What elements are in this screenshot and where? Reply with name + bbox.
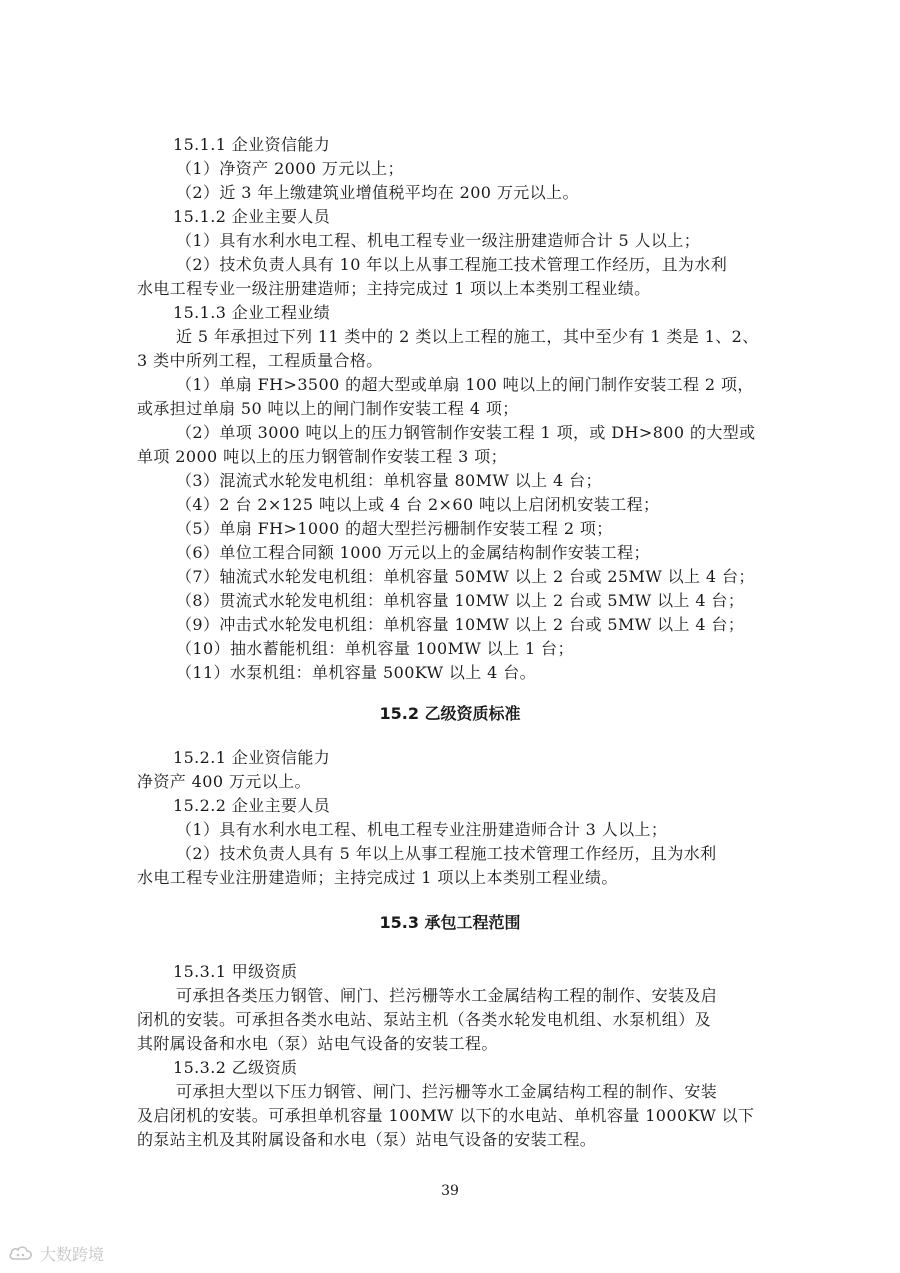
subsection-heading-15-1-3: 15.1.3 企业工程业绩 <box>173 303 331 322</box>
text-line: 闭机的安装。可承担各类水电站、泵站主机（各类水轮发电机组、水泵机组）及 <box>137 1010 712 1029</box>
watermark <box>8 1241 104 1265</box>
subsection-heading-15-1-2: 15.1.2 企业主要人员 <box>173 207 331 226</box>
section-heading-15-2: 15.2 乙级资质标准 <box>379 704 521 723</box>
subsection-heading-15-3-1: 15.3.1 甲级资质 <box>173 962 298 981</box>
text-line: （5）单扇 FH>1000 的超大型拦污栅制作安装工程 2 项； <box>176 519 613 538</box>
text-line: 可承担各类压力钢管、闸门、拦污栅等水工金属结构工程的制作、安装及启 <box>176 986 718 1005</box>
text-line: 3 类中所列工程，工程质量合格。 <box>137 351 383 370</box>
text-line: 单项 2000 吨以上的压力钢管制作安装工程 3 项； <box>137 447 508 466</box>
text-line: （3）混流式水轮发电机组：单机容量 80MW 以上 4 台； <box>176 471 602 490</box>
text-line: 及启闭机的安装。可承担单机容量 100MW 以下的水电站、单机容量 1000KW 以下 <box>137 1106 755 1125</box>
text-line: （2）技术负责人具有 10 年以上从事工程施工技术管理工作经历，且为水利 <box>176 255 728 274</box>
subsection-heading-15-2-2: 15.2.2 企业主要人员 <box>173 796 331 815</box>
text-line: （8）贯流式水轮发电机组：单机容量 10MW 以上 2 台或 5MW 以上 4 台； <box>176 591 745 610</box>
text-line: 水电工程专业注册建造师；主持完成过 1 项以上本类别工程业绩。 <box>137 868 618 887</box>
text-line: （11）水泵机组：单机容量 500KW 以上 4 台。 <box>176 663 537 682</box>
text-line: 的泵站主机及其附属设备和水电（泵）站电气设备的安装工程。 <box>137 1130 597 1149</box>
text-line: （4）2 台 2×125 吨以上或 4 台 2×60 吨以上启闭机安装工程； <box>176 495 660 514</box>
text-line: （1）具有水利水电工程、机电工程专业注册建造师合计 3 人以上； <box>176 820 668 839</box>
section-heading-15-3: 15.3 承包工程范围 <box>379 913 521 932</box>
text-line: （1）单扇 FH>3500 的超大型或单扇 100 吨以上的闸门制作安装工程 2 项， <box>176 375 754 394</box>
page-number: 39 <box>441 1183 459 1199</box>
text-line: （10）抽水蓄能机组：单机容量 100MW 以上 1 台； <box>176 639 574 658</box>
cloud-logo-icon <box>8 1243 34 1263</box>
text-line: （2）单项 3000 吨以上的压力钢管制作安装工程 1 项，或 DH>800 的大型或 <box>176 423 756 442</box>
text-line: 近 5 年承担过下列 11 类中的 2 类以上工程的施工，其中至少有 1 类是 1、2、 <box>176 327 759 346</box>
text-line: （2）技术负责人具有 5 年以上从事工程施工技术管理工作经历，且为水利 <box>176 844 717 863</box>
subsection-heading-15-3-2: 15.3.2 乙级资质 <box>173 1058 298 1077</box>
text-line: 或承担过单扇 50 吨以上的闸门制作安装工程 4 项； <box>137 399 519 418</box>
text-line: 可承担大型以下压力钢管、闸门、拦污栅等水工金属结构工程的制作、安装 <box>176 1082 718 1101</box>
text-line: （9）冲击式水轮发电机组：单机容量 10MW 以上 2 台或 5MW 以上 4 台； <box>176 615 745 634</box>
text-line: 水电工程专业一级注册建造师；主持完成过 1 项以上本类别工程业绩。 <box>137 279 651 298</box>
text-line: （1）净资产 2000 万元以上； <box>176 159 404 178</box>
watermark-text: 大数跨境 <box>40 1244 105 1264</box>
text-line: （2）近 3 年上缴建筑业增值税平均在 200 万元以上。 <box>176 183 579 202</box>
text-line: （6）单位工程合同额 1000 万元以上的金属结构制作安装工程； <box>176 543 650 562</box>
text-line: （7）轴流式水轮发电机组：单机容量 50MW 以上 2 台或 25MW 以上 4 台； <box>176 567 755 586</box>
text-line: 其附属设备和水电（泵）站电气设备的安装工程。 <box>137 1034 498 1053</box>
text-line: 净资产 400 万元以上。 <box>137 772 311 791</box>
subsection-heading-15-1-1: 15.1.1 企业资信能力 <box>173 135 331 154</box>
subsection-heading-15-2-1: 15.2.1 企业资信能力 <box>173 748 331 767</box>
text-line: （1）具有水利水电工程、机电工程专业一级注册建造师合计 5 人以上； <box>176 231 701 250</box>
